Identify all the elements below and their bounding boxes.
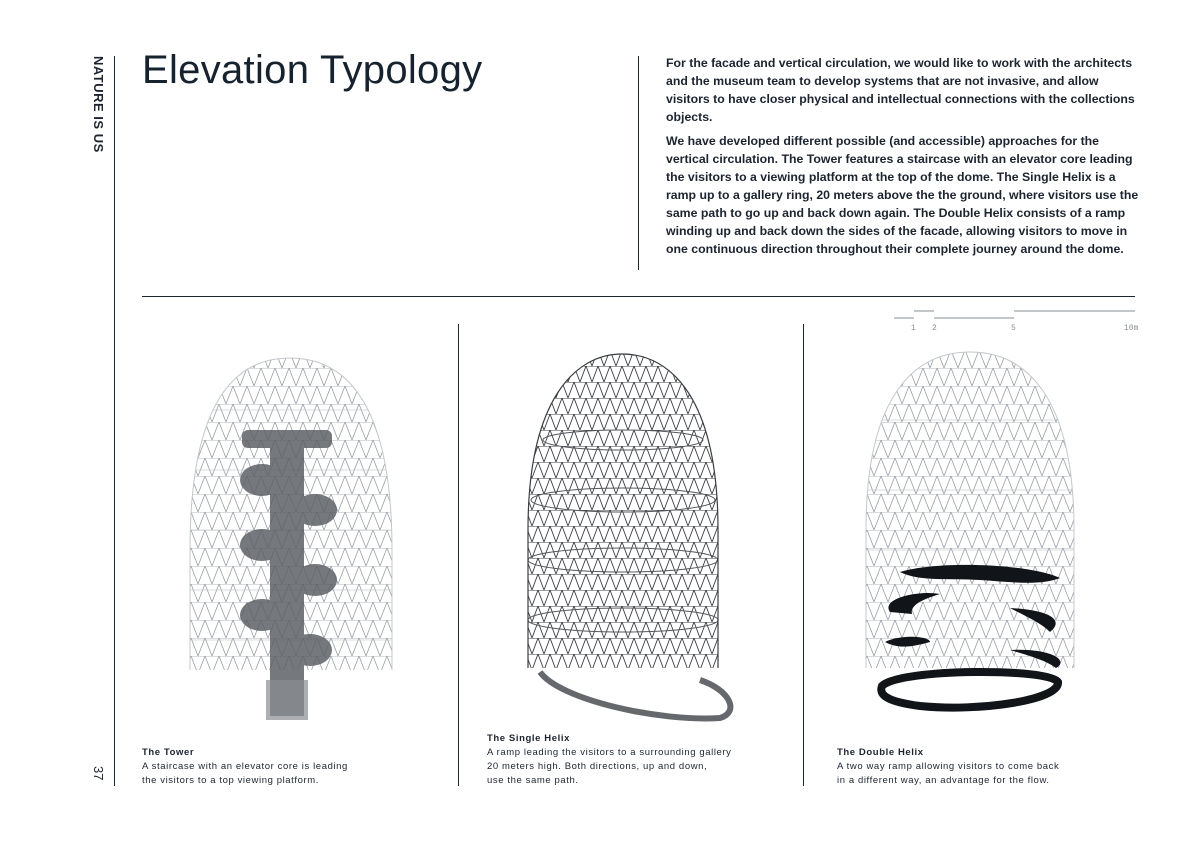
scale-label-1: 1 bbox=[911, 324, 916, 333]
scale-label-10m: 10m bbox=[1124, 324, 1139, 333]
scale-bar bbox=[890, 306, 1140, 340]
caption-double-helix-line-2: in a different way, an advantage for the flow. bbox=[837, 775, 1050, 786]
caption-tower-line-1: A staircase with an elevator core is leading bbox=[142, 761, 348, 772]
tower-dome-illustration bbox=[170, 350, 410, 730]
intro-paragraph-2: We have developed different possible (and accessible) approaches for the vertical circulation. The Tower features a staircase with an elevator core leading the visitors to a viewing platform at the top of the dome. The Single Helix is a ramp up to a gallery ring, 20 meters above the the ground, where visitors use the same path to go up and back down again. The Double Helix consists of a ramp winding up and back down the sides of the facade, allowing visitors to move in one continuous direction throughout their complete journey around the dome. bbox=[666, 134, 1139, 256]
panel-divider-1 bbox=[458, 324, 459, 786]
intro-divider bbox=[638, 56, 639, 270]
single-helix-dome-illustration bbox=[520, 350, 760, 735]
double-helix-dome-illustration bbox=[860, 350, 1080, 720]
caption-single-helix-title: The Single Helix bbox=[487, 733, 570, 744]
side-title: NATURE IS US bbox=[91, 56, 106, 153]
caption-single-helix-line-1: A ramp leading the visitors to a surrounding gallery bbox=[487, 747, 732, 758]
caption-single-helix bbox=[487, 732, 792, 788]
scale-label-2: 2 bbox=[932, 324, 937, 333]
caption-tower-line-2: the visitors to a top viewing platform. bbox=[142, 775, 320, 786]
caption-tower bbox=[142, 746, 442, 788]
section-rule bbox=[142, 296, 1135, 297]
scale-label-5: 5 bbox=[1011, 324, 1016, 333]
page-number: 37 bbox=[91, 766, 106, 781]
caption-double-helix-line-1: A two way ramp allowing visitors to come back bbox=[837, 761, 1060, 772]
caption-double-helix bbox=[837, 746, 1137, 788]
caption-tower-title: The Tower bbox=[142, 747, 195, 758]
left-vertical-rule bbox=[114, 56, 115, 786]
panel-divider-2 bbox=[803, 324, 804, 786]
caption-double-helix-title: The Double Helix bbox=[837, 747, 924, 758]
scale-bar-lines bbox=[890, 306, 1140, 324]
intro-text bbox=[666, 54, 1141, 264]
page-title: Elevation Typology bbox=[142, 48, 483, 92]
intro-paragraph-1: For the facade and vertical circulation, we would like to work with the architects and the museum team to develop systems that are not invasive, and allow visitors to have closer physical and intellectual connections with the collections objects. bbox=[666, 56, 1135, 124]
caption-single-helix-line-3: use the same path. bbox=[487, 775, 579, 786]
caption-single-helix-line-2: 20 meters high. Both directions, up and down, bbox=[487, 761, 708, 772]
